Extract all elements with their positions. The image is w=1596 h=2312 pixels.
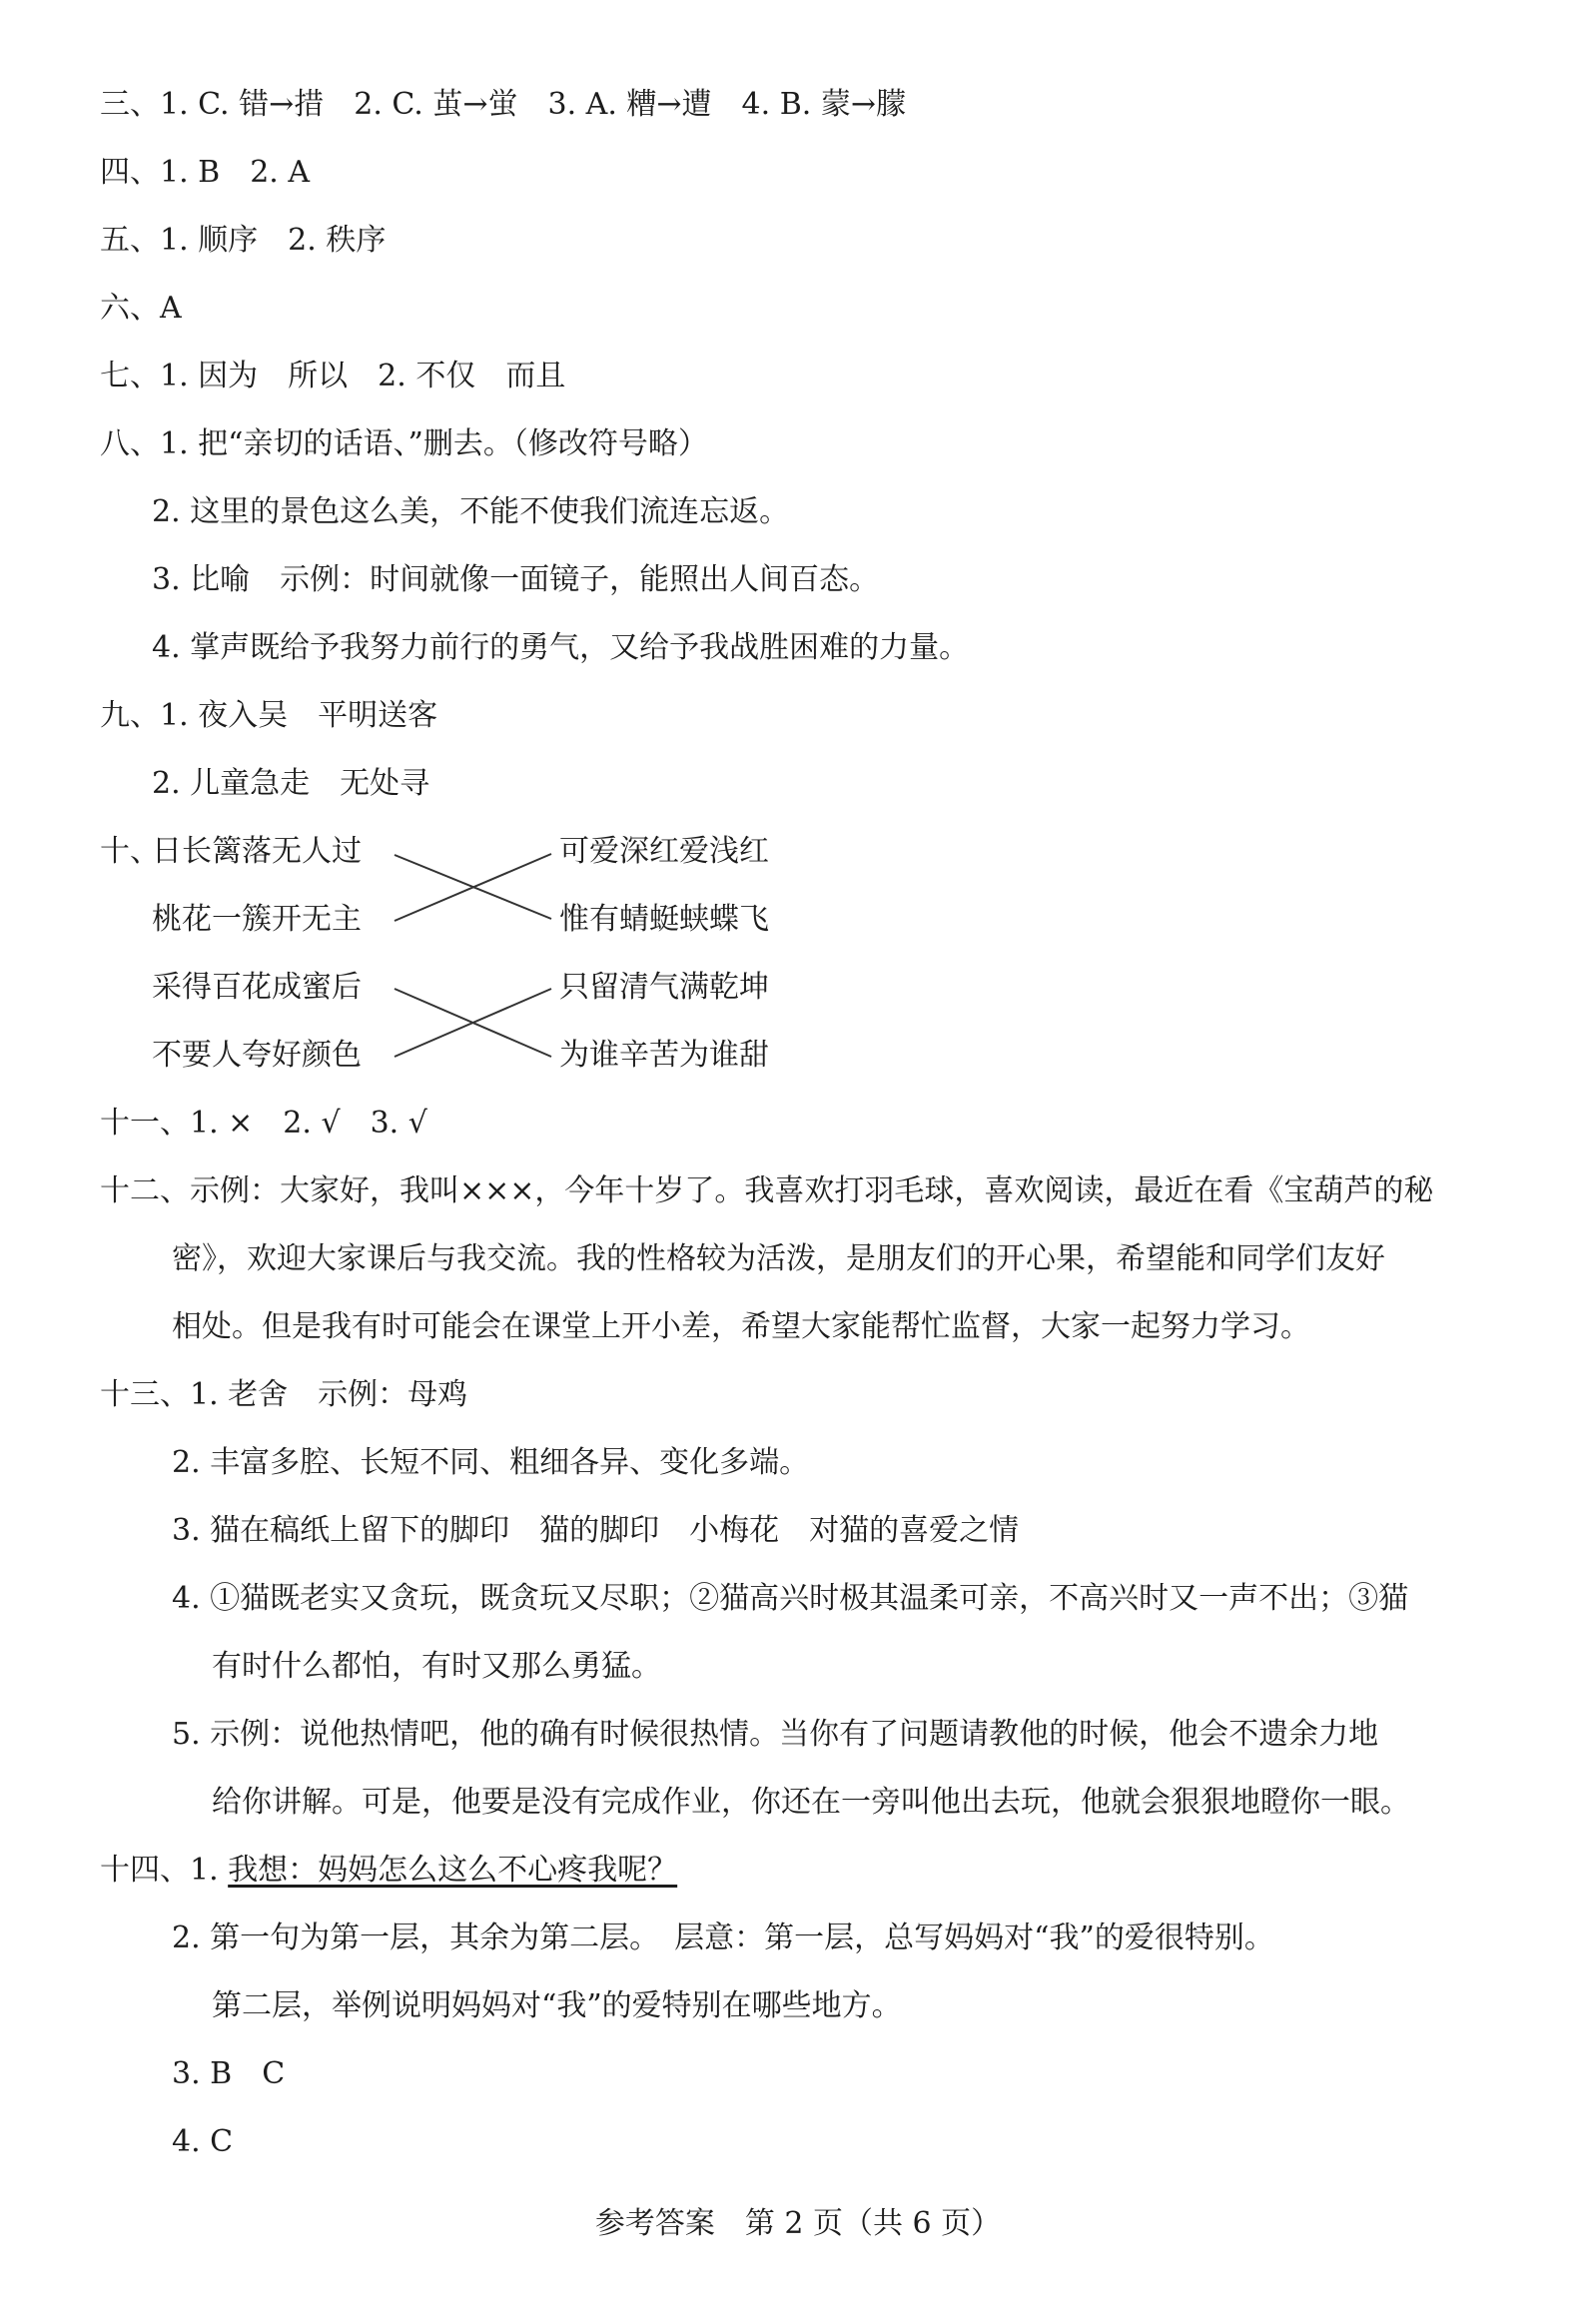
poem-left-4: 不要人夸好颜色 [152,1038,362,1073]
answer-q8-line2: 2. 这里的景色这么美，不能不使我们流连忘返。 [152,494,790,529]
answer-q13-line5: 有时什么都怕，有时又那么勇猛。 [212,1649,661,1684]
answer-q4: 四、1. B 2. A [100,155,311,190]
answer-q13-line2: 2. 丰富多腔、长短不同、粗细各异、变化多端。 [172,1445,810,1480]
answer-q9-line1: 九、1. 夜入吴 平明送客 [100,698,438,733]
poem-left-2: 桃花一簇开无主 [152,902,362,937]
answer-q13-line6: 5. 示例：说他热情吧，他的确有时候很热情。当你有了问题请教他的时候，他会不遗余力地 [172,1717,1379,1752]
answer-q13-line7: 给你讲解。可是，他要是没有完成作业，你还在一旁叫他出去玩，他就会狠狠地瞪你一眼。 [212,1785,1410,1820]
answer-q14-prefix: 十四、1. [100,1853,229,1888]
answer-q8-line3: 3. 比喻 示例：时间就像一面镜子，能照出人间百态。 [152,562,880,597]
answer-q7: 七、1. 因为 所以 2. 不仅 而且 [100,359,566,393]
answer-q12-line2: 密》，欢迎大家课后与我交流。我的性格较为活泼，是朋友们的开心果，希望能和同学们友好 [172,1241,1385,1276]
answer-q9-line2: 2. 儿童急走 无处寻 [152,766,430,801]
answer-q13-line3: 3. 猫在稿纸上留下的脚印 猫的脚印 小梅花 对猫的喜爱之情 [172,1513,1020,1548]
answer-q8-line1: 八、1. 把“亲切的话语、”删去。（修改符号略） [100,426,708,461]
poem-left-1: 日长篱落无人过 [152,834,362,869]
answer-q5: 五、1. 顺序 2. 秩序 [100,223,387,258]
answer-q3: 三、1. C. 错→措 2. C. 茧→蛍 3. A. 糟→遭 4. B. 蒙→朦 [100,87,906,122]
answer-q10-prefix: 十、 [100,834,160,869]
answer-q14-line1 [100,1852,677,1890]
poem-right-1: 可爱深红爱浅红 [559,834,769,869]
page-footer: 参考答案 第 2 页（共 6 页） [594,2206,1002,2241]
answer-q12-line1: 十二、示例：大家好，我叫×××，今年十岁了。我喜欢打羽毛球，喜欢阅读，最近在看《宝葫芦的秘 [100,1173,1434,1208]
answer-q13-line1: 十三、1. 老舍 示例：母鸡 [100,1377,468,1412]
answer-q14-line5: 4. C [172,2124,234,2159]
answer-q13-line4: 4. ①猫既老实又贪玩，既贪玩又尽职；②猫高兴时极其温柔可亲，不高兴时又一声不出；③猫 [172,1581,1409,1616]
answer-q14-underlined-sentence: 我想：妈妈怎么这么不心疼我呢？ [228,1853,678,1888]
answer-q14-line3: 第二层，举例说明妈妈对“我”的爱特别在哪些地方。 [212,1988,902,2023]
poem-left-3: 采得百花成蜜后 [152,970,362,1005]
poem-right-4: 为谁辛苦为谁甜 [559,1038,769,1073]
poem-right-2: 惟有蜻蜓蛱蝶飞 [559,902,769,937]
answer-q14-line2: 2. 第一句为第一层，其余为第二层。 层意：第一层，总写妈妈对“我”的爱很特别。 [172,1921,1274,1955]
poem-right-3: 只留清气满乾坤 [559,970,769,1005]
answer-q8-line4: 4. 掌声既给予我努力前行的勇气，又给予我战胜困难的力量。 [152,630,970,665]
answer-q6: 六、A [100,291,182,326]
answer-q14-line4: 3. B C [172,2056,286,2091]
answer-q12-line3: 相处。但是我有时可能会在课堂上开小差，希望大家能帮忙监督，大家一起努力学习。 [172,1309,1310,1344]
answer-q11: 十一、1. × 2. √ 3. √ [100,1106,427,1141]
